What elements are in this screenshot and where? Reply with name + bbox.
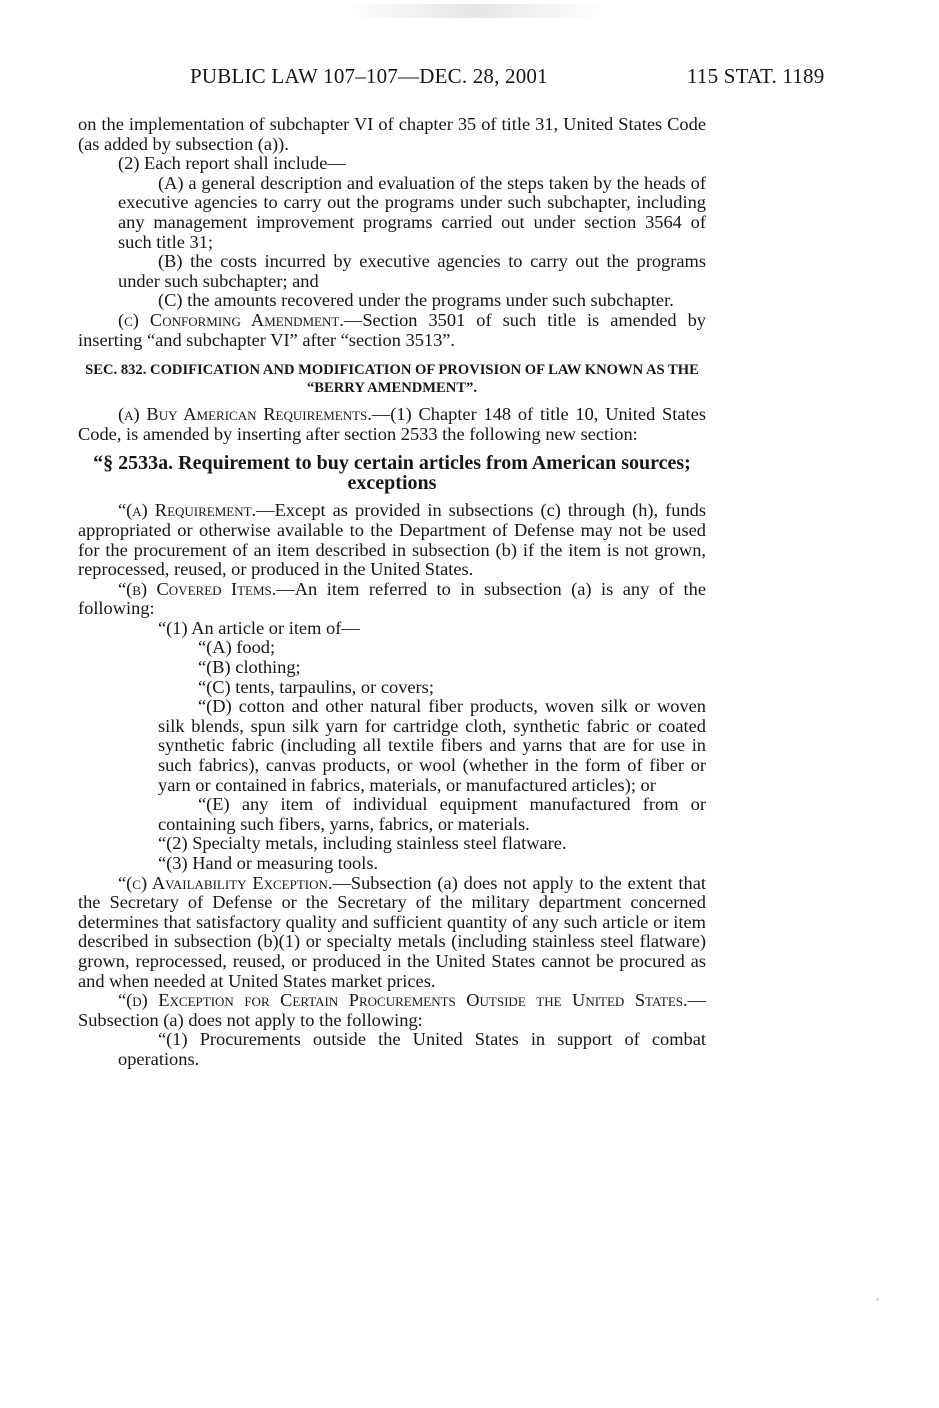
paragraph	[78, 501, 706, 579]
paragraph: on the implementation of subchapter VI of chapter 35 of title 31, United States Code (as added by subsection (a)).	[78, 114, 706, 154]
paragraph	[78, 580, 706, 619]
paragraph	[78, 405, 706, 444]
subsection-heading: “(a) Requirement.	[118, 500, 257, 521]
paragraph-text: —Except as provided in subsections (c) through (h), funds appropriated or otherwise available to the Department of Defense may not be used for the procurement of an item described in subsection (b) if the item is not grown, reprocessed, reused, or produced in the United States.	[78, 500, 707, 580]
paragraph: “(B) clothing;	[198, 657, 301, 678]
paragraph-text: —Subsection (a) does not apply to the extent that the Secretary of Defense or the Secretary of the military department concerned determines that satisfactory quality and sufficient quantity of any such article or item described in subsection (b)(1) or specialty metals (including stainless steel flatware) grown, reprocessed, reused, or produced in the United States cannot be procured as and when needed at United States market prices.	[78, 872, 706, 991]
paragraph-text: —(1) Chapter 148 of title 10, United States Code, is amended by inserting after section 2533 the following new section:	[78, 404, 706, 444]
paragraph	[78, 311, 706, 350]
running-header-page: 115 STAT. 1189	[687, 64, 825, 88]
paragraph: “(D) cotton and other natural fiber products, woven silk or woven silk blends, spun silk yarn for cartridge cloth, synthetic fabric or coated synthetic fabric (including all textile fibers and yarns that are for use in such fabrics), canvas products, or wool (whether in the form of fiber or yarn or contained in fabrics, materials, or manufactured articles); or	[158, 696, 706, 795]
running-header-title: PUBLIC LAW 107–107—DEC. 28, 2001	[190, 64, 548, 88]
paragraph: “(3) Hand or measuring tools.	[158, 853, 379, 873]
paragraph: (B) the costs incurred by executive agencies to carry out the programs under such subchapter; and	[118, 251, 706, 291]
paragraph: “(1) Procurements outside the United States in support of combat operations.	[118, 1029, 706, 1069]
paragraph: “(C) tents, tarpaulins, or covers;	[198, 676, 434, 697]
subsection-heading: “(c) Availability Exception.	[118, 872, 333, 893]
paragraph	[78, 991, 706, 1030]
scan-speck	[876, 1298, 879, 1301]
document-body	[78, 115, 706, 1070]
section-title: SEC. 832. CODIFICATION AND MODIFICATION OF PROVISION OF LAW KNOWN AS THE “BERRY AMENDMENT”.	[85, 362, 699, 397]
paragraph	[78, 874, 706, 992]
paragraph-text: —Section 3501 of such title is amended by inserting “and subchapter VI” after “section 3513”.	[78, 309, 706, 350]
subsection-heading: (c) Conforming Amendment.	[118, 309, 344, 330]
paragraph-text: —An item referred to in subsection (a) is any of the following:	[78, 578, 707, 619]
paragraph: (A) a general description and evaluation of the steps taken by the heads of executive agencies to carry out the programs under such subchapter, including any management improvement programs carried out under section 3564 of such title 31;	[118, 172, 706, 252]
paragraph: “(E) any item of individual equipment manufactured from or containing such fibers, yarns, fabrics, or materials.	[158, 794, 706, 834]
subsection-heading: “(b) Covered Items.	[118, 578, 277, 599]
paragraph: “(A) food;	[198, 637, 276, 658]
paragraph: (2) Each report shall include—	[118, 153, 346, 174]
subsection-heading: (a) Buy American Requirements.	[118, 404, 372, 425]
paragraph-text: —Subsection (a) does not apply to the following:	[78, 990, 706, 1030]
scan-smudge	[345, 4, 605, 18]
paragraph: “(1) An article or item of—	[158, 617, 360, 638]
paragraph: “(2) Specialty metals, including stainless steel flatware.	[158, 833, 567, 854]
subsection-heading: “(d) Exception for Certain Procurements Outside the United States.	[118, 990, 688, 1011]
paragraph: (C) the amounts recovered under the programs under such subchapter.	[158, 290, 674, 311]
code-section-heading: “§ 2533a. Requirement to buy certain articles from American sources; exceptions	[93, 452, 691, 495]
